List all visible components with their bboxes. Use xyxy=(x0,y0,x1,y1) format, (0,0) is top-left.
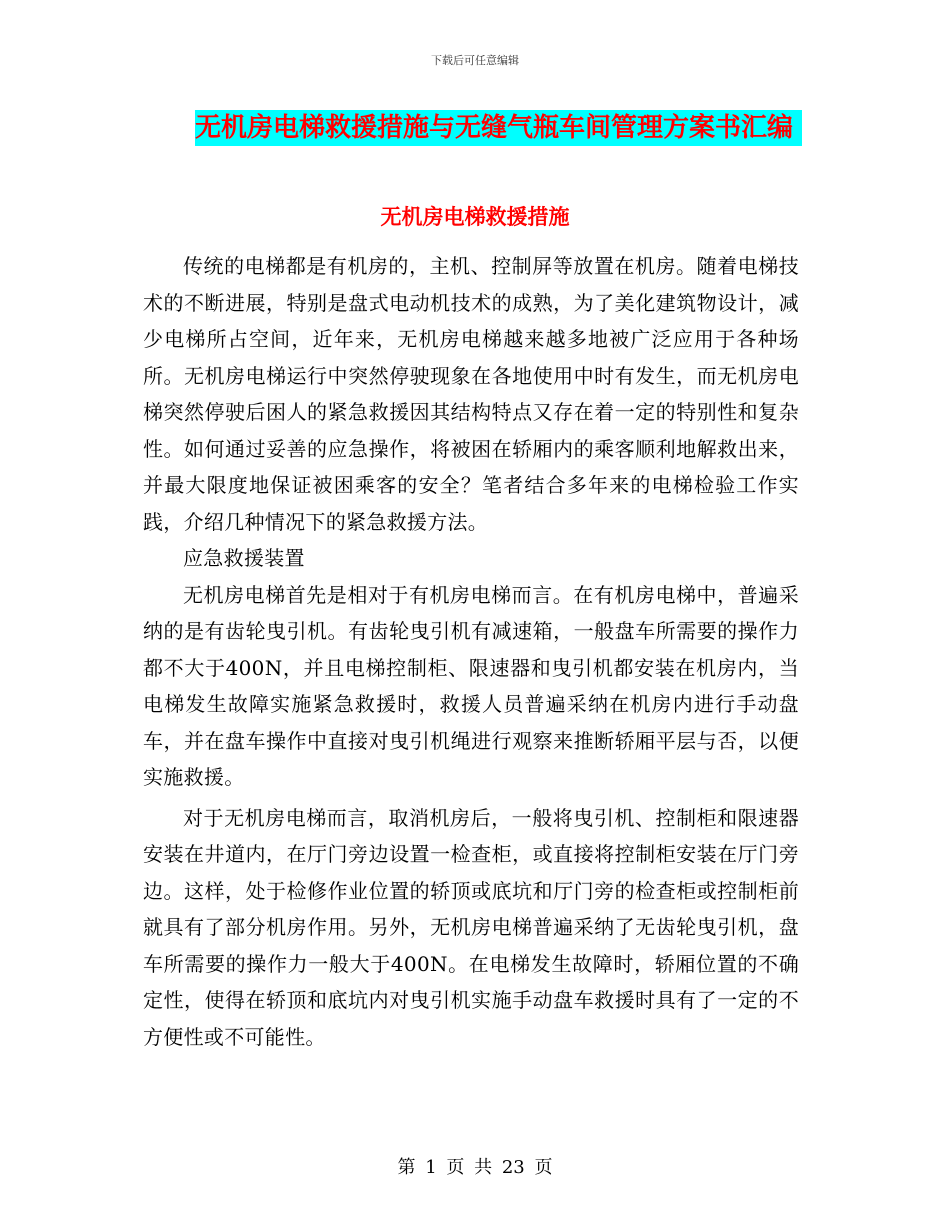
paragraph-intro: 传统的电梯都是有机房的，主机、控制屏等放置在机房。随着电梯技术的不断进展，特别是盘式电动机技术的成熟，为了美化建筑物设计，减少电梯所占空间，近年来，无机房电梯越来越多地被广泛应用于各种场所。无机房电梯运行中突然停驶现象在各地使用中时有发生，而无机房电梯突然停驶后困人的紧急救援因其结构特点又存在着一定的特别性和复杂性。如何通过妥善的应急操作，将被困在轿厢内的乘客顺利地解救出来，并最大限度地保证被困乘客的安全？笔者结合多年来的电梯检验工作实践，介绍几种情况下的紧急救援方法。 xyxy=(143,254,799,534)
section-title: 无机房电梯救援措施 xyxy=(380,204,570,229)
paragraph-subheading: 应急救援装置 xyxy=(183,546,305,570)
document-title: 无机房电梯救援措施与无缝气瓶车间管理方案书汇编 xyxy=(195,110,802,146)
document-body xyxy=(143,248,799,1055)
page-header-note: 下载后可任意编辑 xyxy=(431,54,519,67)
page-number-footer: 第 1 页 共 23 页 xyxy=(397,1157,553,1178)
paragraph-machine-room: 无机房电梯首先是相对于有机房电梯而言。在有机房电梯中，普遍采纳的是有齿轮曳引机。有齿轮曳引机有减速箱，一般盘车所需要的操作力都不大于400N，并且电梯控制柜、限速器和曳引机都安装在机房内，当电梯发生故障实施紧急救援时，救援人员普遍采纳在机房内进行手动盘车，并在盘车操作中直接对曳引机绳进行观察来推断轿厢平层与否，以便实施救援。 xyxy=(143,582,799,789)
paragraph-no-machine-room: 对于无机房电梯而言，取消机房后，一般将曳引机、控制柜和限速器安装在井道内，在厅门旁边设置一检查柜，或直接将控制柜安装在厅门旁边。这样，处于检修作业位置的轿顶或底坑和厅门旁的检查柜或控制柜前就具有了部分机房作用。另外，无机房电梯普遍采纳了无齿轮曳引机，盘车所需要的操作力一般大于400N。在电梯发生故障时，轿厢位置的不确定性，使得在轿顶和底坑内对曳引机实施手动盘车救援时具有了一定的不方便性或不可能性。 xyxy=(143,805,799,1049)
